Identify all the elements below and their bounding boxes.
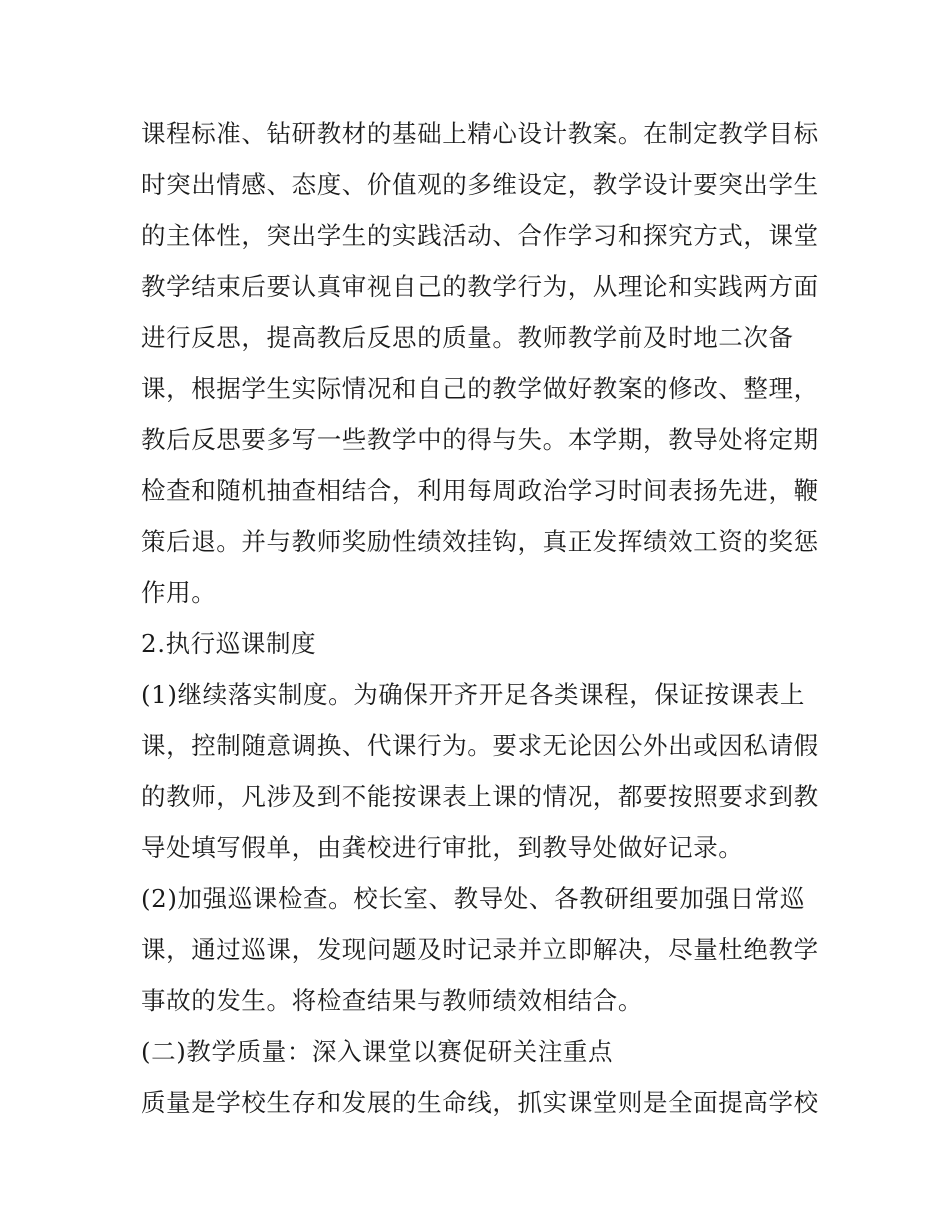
text-line: 策后退。并与教师奖励性绩效挂钩，真正发挥绩效工资的奖惩 [141, 527, 819, 556]
text-line: 课，控制随意调换、代课行为。要求无论因公外出或因私请假 [141, 731, 819, 760]
section-heading: (二)教学质量：深入课堂以赛促研关注重点 [141, 1037, 614, 1066]
text-line: 的教师，凡涉及到不能按课表上课的情况，都要按照要求到教 [141, 782, 819, 811]
text-line: (2)加强巡课检查。校长室、教导处、各教研组要加强日常巡 [141, 884, 806, 913]
text-line: 教学结束后要认真审视自己的教学行为，从理论和实践两方面 [141, 272, 819, 301]
document-body [141, 108, 819, 1128]
section-heading: 2.执行巡课制度 [141, 629, 317, 658]
text-line: (1)继续落实制度。为确保开齐开足各类课程，保证按课表上 [141, 680, 806, 709]
text-line: 事故的发生。将检查结果与教师绩效相结合。 [141, 986, 643, 1015]
text-line: 课，根据学生实际情况和自己的教学做好教案的修改、整理， [141, 374, 819, 403]
text-line: 时突出情感、态度、价值观的多维设定，教学设计要突出学生 [141, 170, 819, 199]
text-line: 质量是学校生存和发展的生命线，抓实课堂则是全面提高学校 [141, 1088, 819, 1117]
text-line: 课，通过巡课，发现问题及时记录并立即解决，尽量杜绝教学 [141, 935, 819, 964]
text-line: 教后反思要多写一些教学中的得与失。本学期，教导处将定期 [141, 425, 819, 454]
text-line: 导处填写假单，由龚校进行审批，到教导处做好记录。 [141, 833, 744, 862]
text-line: 检查和随机抽查相结合，利用每周政治学习时间表扬先进，鞭 [141, 476, 819, 505]
text-line: 课程标准、钻研教材的基础上精心设计教案。在制定教学目标 [141, 119, 819, 148]
text-line: 的主体性，突出学生的实践活动、合作学习和探究方式，课堂 [141, 221, 819, 250]
text-line: 进行反思，提高教后反思的质量。教师教学前及时地二次备 [141, 323, 794, 352]
text-line: 作用。 [141, 578, 217, 607]
